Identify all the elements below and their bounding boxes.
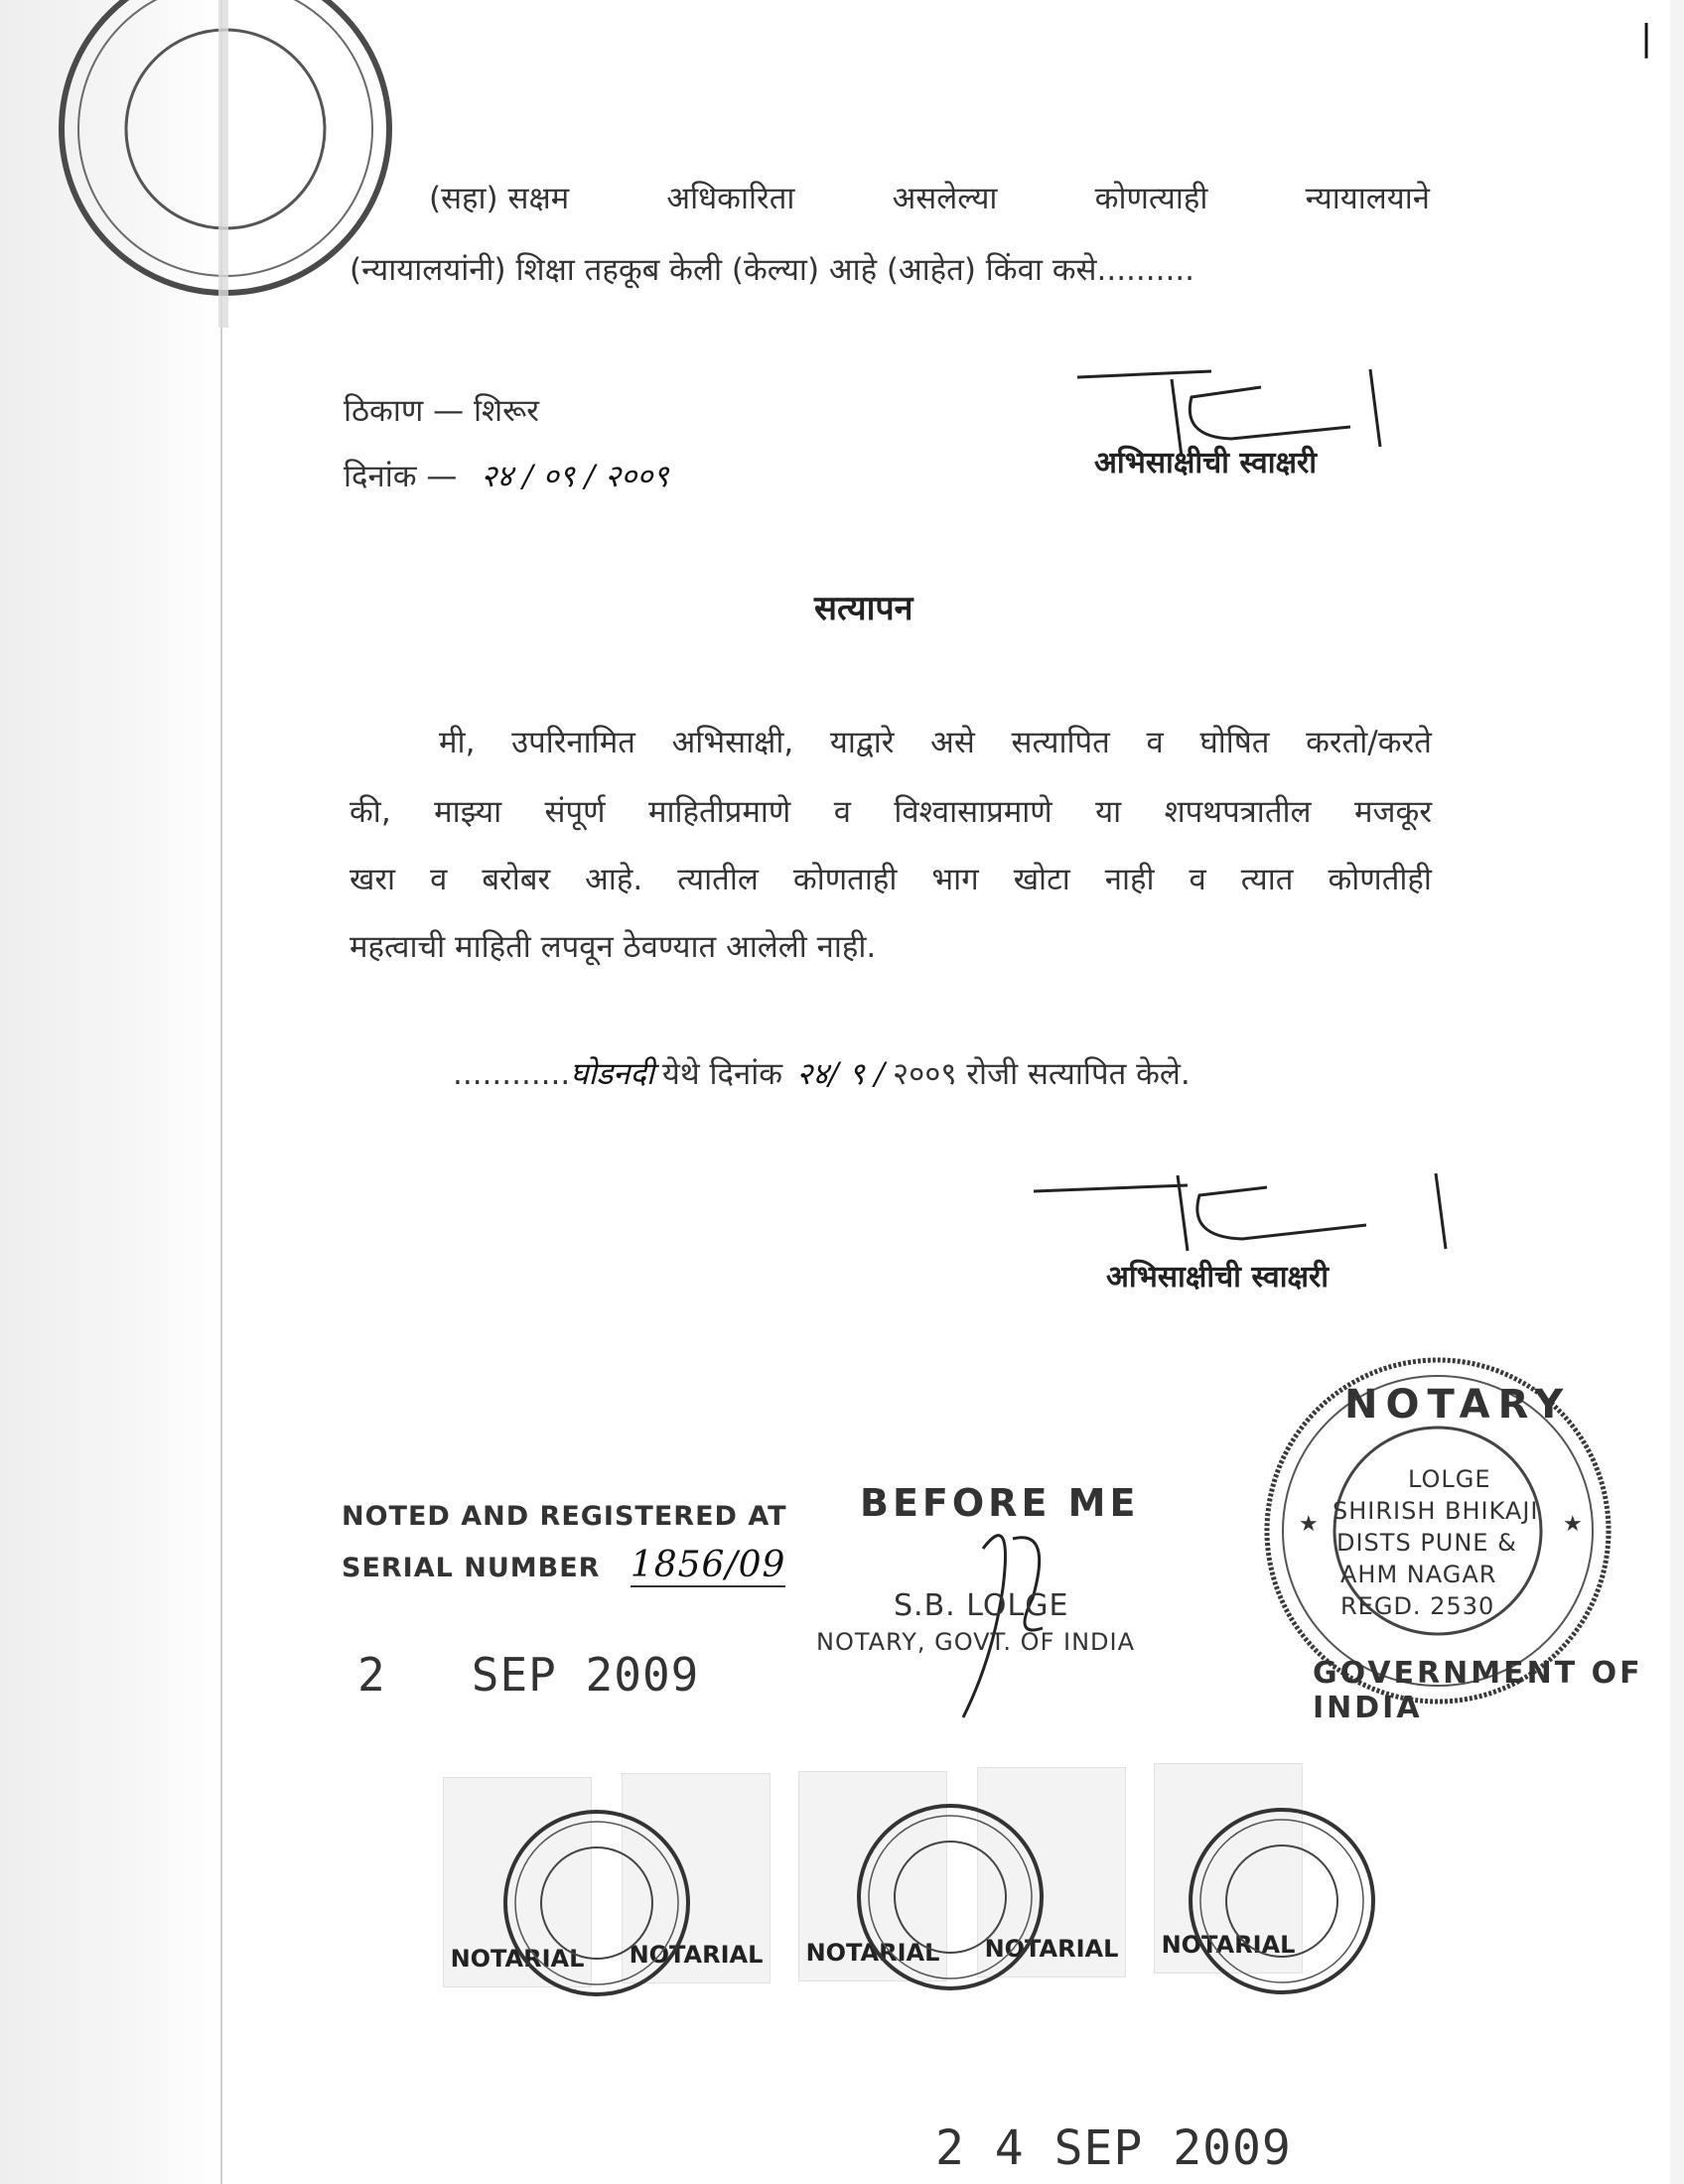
- verification-line-2: की, माझ्या संपूर्ण माहितीप्रमाणे व विश्वासाप्रमाणे या शपथपत्रातील मजकूर: [350, 794, 1432, 830]
- verification-line-3: खरा व बरोबर आहे. त्यातील कोणताही भाग खोटा नाही व त्यात कोणतीही: [350, 862, 1432, 897]
- before-me-title: BEFORE ME: [860, 1481, 1140, 1525]
- notary-seal-small: [502, 1809, 691, 1997]
- bottom-date-stamp: 2 4 SEP 2009: [935, 2120, 1292, 2176]
- notarial-ticket: NOTARIAL: [622, 1773, 771, 1983]
- registration-line-1: NOTED AND REGISTERED AT: [342, 1501, 787, 1532]
- verification-line-4: महत्वाची माहिती लपवून ठेवण्यात आलेली नाही.: [350, 929, 877, 965]
- page-edge: [1670, 0, 1684, 2184]
- seal-name-line1: LOLGE: [1408, 1465, 1491, 1493]
- svg-text:★: ★: [1299, 1512, 1319, 1537]
- notary-seal-small: [856, 1803, 1045, 1991]
- verification-line-1: मी, उपरिनामित अभिसाक्षी, याद्वारे असे सत्यापित व घोषित करतो/करते: [439, 725, 1432, 760]
- date-line: [344, 455, 669, 496]
- signature-label-2: अभिसाक्षीची स्वाक्षरी: [1106, 1260, 1330, 1295]
- seal-bottom-text: GOVERNMENT OF INDIA: [1313, 1656, 1643, 1725]
- seal-name-line2: SHIRISH BHIKAJI: [1333, 1497, 1539, 1525]
- intro-line-2: (न्यायालयांनी) शिक्षा तहकूब केली (केल्या) आहे (आहेत) किंवा कसे..........: [350, 252, 1195, 288]
- intro-line-1: (सहा) सक्षम अधिकारिता असलेल्या कोणत्याही न्यायालयाने: [429, 181, 1430, 216]
- verification-heading: सत्यापन: [814, 589, 913, 628]
- verified-place-handwritten: घोडनदी: [570, 1056, 654, 1092]
- scan-shadow: [0, 0, 218, 2184]
- seal-top-text: NOTARY: [1344, 1382, 1572, 1428]
- notary-designation: NOTARY, GOVT. OF INDIA: [816, 1628, 1136, 1656]
- notary-name: S.B. LOLGE: [894, 1588, 1069, 1623]
- date-handwritten: २४ / ०९ / २००९: [481, 459, 669, 494]
- serial-handwritten: 1856/09: [630, 1545, 786, 1585]
- notarial-ticket: NOTARIAL: [977, 1767, 1126, 1978]
- seal-name-line4: AHM NAGAR: [1340, 1561, 1497, 1588]
- seal-name-line5: REGD. 2530: [1340, 1592, 1495, 1620]
- notarial-ticket: NOTARIAL: [1154, 1763, 1303, 1974]
- notarial-ticket: NOTARIAL: [798, 1771, 947, 1981]
- page-number: |: [1640, 18, 1653, 59]
- place-line: ठिकाण — शिरूर: [344, 393, 539, 429]
- notary-seal-small: [1188, 1807, 1376, 1995]
- svg-text:★: ★: [1563, 1512, 1583, 1537]
- signature-2: [1029, 1152, 1505, 1261]
- registration-date-stamp: 2 SEP 2009: [357, 1648, 700, 1702]
- notarial-ticket: NOTARIAL: [443, 1777, 592, 1987]
- verified-line: ............घोडनदी येथे दिनांक २४/ ९ / २००९ रोजी सत्यापित केले.: [453, 1056, 1191, 1092]
- registration-line-2: SERIAL NUMBER 1856/09: [342, 1545, 786, 1585]
- date-label: दिनांक —: [344, 459, 458, 494]
- verified-date-handwritten: २४/ ९ /: [796, 1056, 886, 1092]
- signature-label-1: अभिसाक्षीची स्वाक्षरी: [1094, 446, 1318, 480]
- seal-name-line3: DISTS PUNE &: [1336, 1529, 1517, 1557]
- page-fold-line: [220, 0, 222, 2184]
